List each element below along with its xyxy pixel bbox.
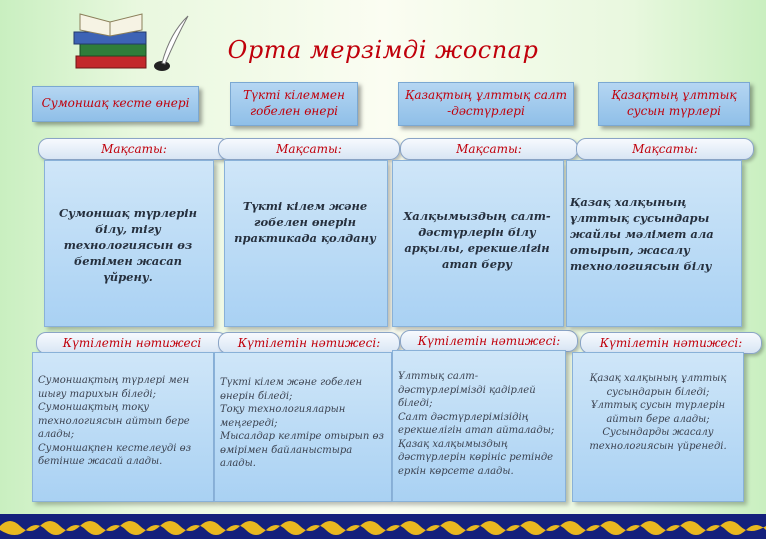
goal-banner	[218, 138, 400, 160]
goal-text: Түкті кілем және гобелен өнерін практикада қолдану	[234, 199, 376, 246]
goal-label: Мақсаты:	[456, 142, 522, 156]
tab-sumonshak	[32, 86, 199, 122]
goal-text: Сумоншақ түрлерін білу, тігу технологиясын өз бетімен жасап үйрену.	[58, 206, 198, 285]
result-label: Күтілетін нәтижесі:	[237, 336, 381, 350]
result-text: Ұлттық салт-дәстүрлерімізді қадірлей біледі; Салт дәстүрлерімізідің ерекшелігін атап айталады; Қазақ халқымыздың дәстүрлерін көрініс ретінде еркін көрсете алады.	[398, 371, 555, 477]
goal-banner	[400, 138, 578, 160]
tab-label: Қазақтың ұлттық салт -дәстүрлері	[405, 88, 567, 118]
result-text: Түкті кілем және гобелен өнерін біледі; Тоқу технологияларын меңгереді; Мысалдар келтіре отырып өз өмірімен байланыстыра алады.	[220, 377, 384, 469]
result-text: Қазақ халқының ұлттық сусындарын біледі; Ұлттық сусын түрлерін айтып бере алады; Сусындарды жасалу технологиясын үйренеді.	[589, 373, 727, 452]
goal-banner	[38, 138, 230, 160]
tab-label: Сумоншақ кесте өнері	[41, 96, 190, 111]
result-label: Күтілетін нәтижесі:	[599, 336, 743, 350]
result-label: Күтілетін нәтижесі:	[417, 334, 561, 348]
ornament-border	[0, 514, 766, 539]
result-label: Күтілетін нәтижесі	[62, 336, 202, 350]
result-banner	[580, 332, 762, 354]
tab-label: Түкті кілеммен гобелен өнері	[243, 88, 345, 118]
books-quill-icon	[70, 8, 190, 78]
goal-text: Қазақ халқының ұлттық сусындары жайлы мәлімет ала отырып, жасалу технологиясын білу	[570, 195, 714, 274]
tab-salt-dastur	[398, 82, 574, 126]
result-banner	[400, 330, 578, 352]
goal-banner	[576, 138, 754, 160]
result-banner	[36, 332, 228, 354]
tab-tukti-kilem	[230, 82, 358, 126]
result-banner	[218, 332, 400, 354]
goal-label: Мақсаты:	[632, 142, 698, 156]
result-text: Сумоншақтың түрлері мен шығу тарихын біледі; Сумоншақтың тоқу технологиясын айтып бере алады; Сумоншақпен кестелеуді өз бетінше жасай алады.	[38, 375, 192, 467]
tab-susyn	[598, 82, 750, 126]
page-title: Орта мерзімді жоспар	[227, 36, 539, 64]
goal-label: Мақсаты:	[101, 142, 167, 156]
goal-text: Халқымыздың салт-дәстүрлерін білу арқылы, ерекшелігін атап беру	[403, 209, 551, 272]
goal-label: Мақсаты:	[276, 142, 342, 156]
tab-label: Қазақтың ұлттық сусын түрлері	[611, 88, 737, 118]
